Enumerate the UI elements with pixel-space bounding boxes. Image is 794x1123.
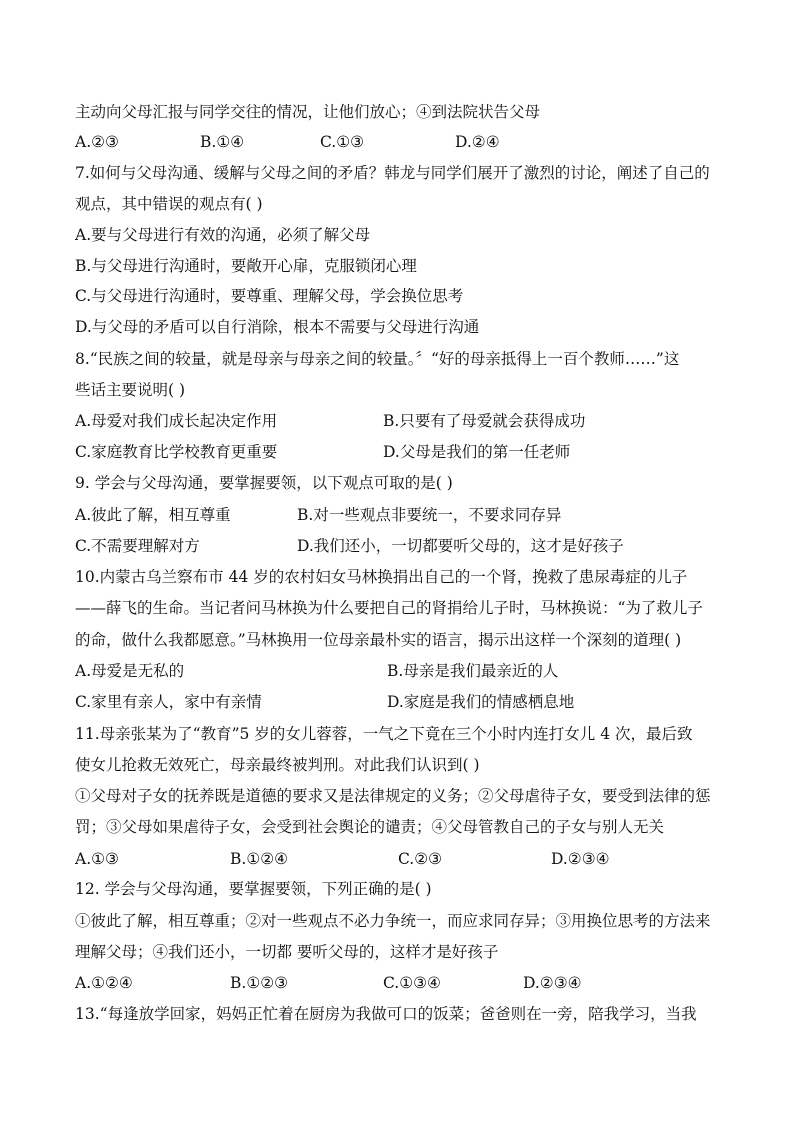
q8-option-a: A.母爱对我们成长起决定作用 bbox=[75, 412, 278, 430]
q11-option-a: A.①③ bbox=[75, 850, 119, 868]
q10-option-a: A.母爱是无私的 bbox=[75, 662, 185, 680]
q10-stem-cont1: ——薛飞的生命。当记者问马林换为什么要把自己的肾捐给儿子时，马林换说：“为了救儿子 bbox=[75, 599, 703, 617]
q7-stem-cont: 观点，其中错误的观点有( ) bbox=[75, 195, 263, 213]
q13-stem: 13.“每逢放学回家，妈妈正忙着在厨房为我做可口的饭菜；爸爸则在一旁，陪我学习，当我 bbox=[75, 1005, 697, 1023]
q8-stem-cont: 些话主要说明( ) bbox=[75, 381, 186, 399]
q10-stem: 10.内蒙古乌兰察布市 44 岁的农村妇女马林换捐出自己的一个肾，挽救了患尿毒症的儿子 bbox=[75, 568, 688, 586]
q8-stem: 8.“民族之间的较量，就是母亲与母亲之间的较量。〞“好的母亲抵得上一百个教师……”这 bbox=[75, 350, 680, 368]
q9-options-row1 bbox=[75, 505, 723, 525]
q12-option-c: C.①③④ bbox=[383, 974, 441, 992]
q7-option-c: C.与父母进行沟通时，要尊重、理解父母，学会换位思考 bbox=[75, 287, 464, 305]
q8-options-row2 bbox=[75, 442, 723, 462]
q9-option-a: A.彼此了解，相互尊重 bbox=[75, 506, 231, 524]
q9-option-d: D.我们还小，一切都要听父母的，这才是好孩子 bbox=[297, 537, 624, 555]
q7-stem: 7.如何与父母沟通、缓解与父母之间的矛盾？韩龙与同学们展开了激烈的讨论，阐述了自己的 bbox=[75, 164, 710, 182]
q8-options-row1 bbox=[75, 411, 723, 431]
q11-option-d: D.②③④ bbox=[551, 850, 610, 868]
q6-continuation: 主动向父母汇报与同学交往的情况，让他们放心；④到法院状告父母 bbox=[75, 103, 541, 121]
q11-option-c: C.②③ bbox=[398, 850, 443, 868]
q8-option-b: B.只要有了母爱就会获得成功 bbox=[383, 412, 586, 430]
q10-options-row2 bbox=[75, 692, 723, 712]
q10-option-d: D.家庭是我们的情感栖息地 bbox=[387, 693, 575, 711]
q10-option-b: B.母亲是我们最亲近的人 bbox=[387, 662, 559, 680]
q6-option-c: C.①③ bbox=[320, 133, 365, 151]
q11-statements-1: ①父母对子女的抚养既是道德的要求又是法律规定的义务；②父母虐待子女，要受到法律的惩 bbox=[75, 787, 711, 805]
q9-options-row2 bbox=[75, 536, 723, 556]
q12-statements-2: 理解父母；④我们还小，一切都 要听父母的，这样才是好孩子 bbox=[75, 943, 499, 961]
q11-statements-2: 罚；③父母如果虐待子女，会受到社会舆论的谴责；④父母管教自己的子女与别人无关 bbox=[75, 818, 665, 836]
q6-option-a: A.②③ bbox=[75, 133, 119, 151]
q6-options bbox=[75, 132, 723, 152]
q9-option-c: C.不需要理解对方 bbox=[75, 537, 200, 555]
q7-option-b: B.与父母进行沟通时，要敞开心扉，克服锁闭心理 bbox=[75, 257, 417, 275]
q12-option-a: A.①②④ bbox=[75, 974, 133, 992]
q6-option-b: B.①④ bbox=[200, 133, 245, 151]
q11-option-b: B.①②④ bbox=[230, 850, 289, 868]
q10-option-c: C.家里有亲人，家中有亲情 bbox=[75, 693, 262, 711]
q6-option-d: D.②④ bbox=[455, 133, 500, 151]
q7-option-d: D.与父母的矛盾可以自行消除，根本不需要与父母进行沟通 bbox=[75, 318, 480, 336]
q11-stem: 11.母亲张某为了“教育”5 岁的女儿蓉蓉，一气之下竟在三个小时内连打女儿 4 次，最后致 bbox=[75, 725, 693, 743]
q8-option-d: D.父母是我们的第一任老师 bbox=[383, 443, 571, 461]
q12-stem: 12. 学会与父母沟通，要掌握要领，下列正确的是( ) bbox=[75, 880, 432, 898]
q10-stem-cont2: 的命，做什么我都愿意。”马林换用一位母亲最朴实的语言，揭示出这样一个深刻的道理( ) bbox=[75, 631, 682, 649]
q12-option-b: B.①②③ bbox=[230, 974, 289, 992]
q12-options bbox=[75, 973, 723, 993]
q11-options bbox=[75, 849, 723, 869]
q12-option-d: D.②③④ bbox=[523, 974, 582, 992]
q7-option-a: A.要与父母进行有效的沟通，必须了解父母 bbox=[75, 226, 371, 244]
q9-stem: 9. 学会与父母沟通，要掌握要领，以下观点可取的是( ) bbox=[75, 474, 453, 492]
q12-statements-1: ①彼此了解，相互尊重；②对一些观点不必力争统一，而应求同存异；③用换位思考的方法来 bbox=[75, 912, 711, 930]
q9-option-b: B.对一些观点非要统一，不要求同存异 bbox=[297, 506, 562, 524]
q11-stem-cont: 使女儿抢救无效死亡，母亲最终被判刑。对此我们认识到( ) bbox=[75, 756, 480, 774]
q10-options-row1 bbox=[75, 661, 723, 681]
q8-option-c: C.家庭教育比学校教育更重要 bbox=[75, 443, 278, 461]
